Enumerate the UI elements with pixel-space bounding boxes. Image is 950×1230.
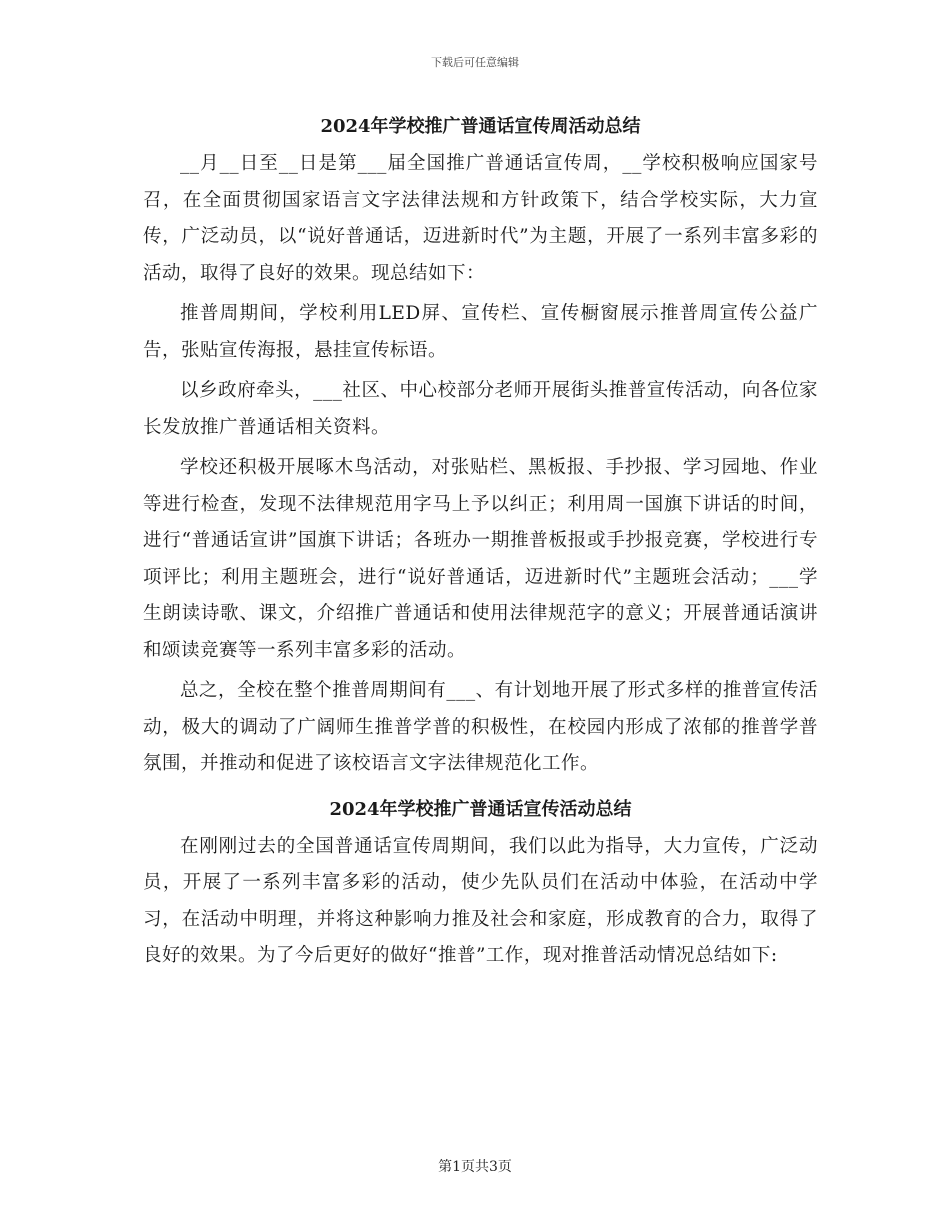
- section1-paragraph: 推普周期间，学校利用LED屏、宣传栏、宣传橱窗展示推普周宣传公益广告，张贴宣传海报，悬挂宣传标语。: [143, 303, 818, 361]
- document-body: [143, 112, 818, 979]
- page-footer: 第1页共3页: [438, 1159, 512, 1175]
- section2-paragraph: 在刚刚过去的全国普通话宣传周期间，我们以此为指导，大力宣传，广泛动员，开展了一系列丰富多彩的活动，使少先队员们在活动中体验，在活动中学习，在活动中明理，并将这种影响力推及社会和家庭，形成教育的合力，取得了良好的效果。为了今后更好的做好“推普”工作，现对推普活动情况总结如下:: [143, 835, 818, 966]
- header-note: 下载后可任意编辑: [431, 56, 519, 69]
- section1-paragraph: 总之，全校在整个推普周期间有___、有计划地开展了形式多样的推普宣传活动，极大的调动了广阔师生推普学普的积极性，在校园内形成了浓郁的推普学普氛围，并推动和促进了该校语言文字法律规范化工作。: [143, 680, 818, 774]
- section1-paragraph: __月__日至__日是第___届全国推广普通话宣传周，__学校积极响应国家号召，在全面贯彻国家语言文字法律法规和方针政策下，结合学校实际，大力宣传，广泛动员，以“说好普通话，迈进新时代”为主题，开展了一系列丰富多彩的活动，取得了良好的效果。现总结如下：: [143, 153, 818, 284]
- section1-title: 2024年学校推广普通话宣传周活动总结: [320, 116, 641, 137]
- section2-title: 2024年学校推广普通话宣传活动总结: [329, 798, 632, 820]
- section1-paragraph: 以乡政府牵头，___社区、中心校部分老师开展街头推普宣传活动，向各位家长发放推广普通话相关资料。: [143, 380, 818, 438]
- section1-paragraph: 学校还积极开展啄木鸟活动，对张贴栏、黑板报、手抄报、学习园地、作业等进行检查，发现不法律规范用字马上予以纠正；利用周一国旗下讲话的时间，进行“普通话宣讲”国旗下讲话；各班办一期推普板报或手抄报竞赛，学校进行专项评比；利用主题班会，进行“说好普通话，迈进新时代”主题班会活动；___学生朗读诗歌、课文，介绍推广普通话和使用法律规范字的意义；开展普通话演讲和颂读竞赛等一系列丰富多彩的活动。: [143, 457, 818, 661]
